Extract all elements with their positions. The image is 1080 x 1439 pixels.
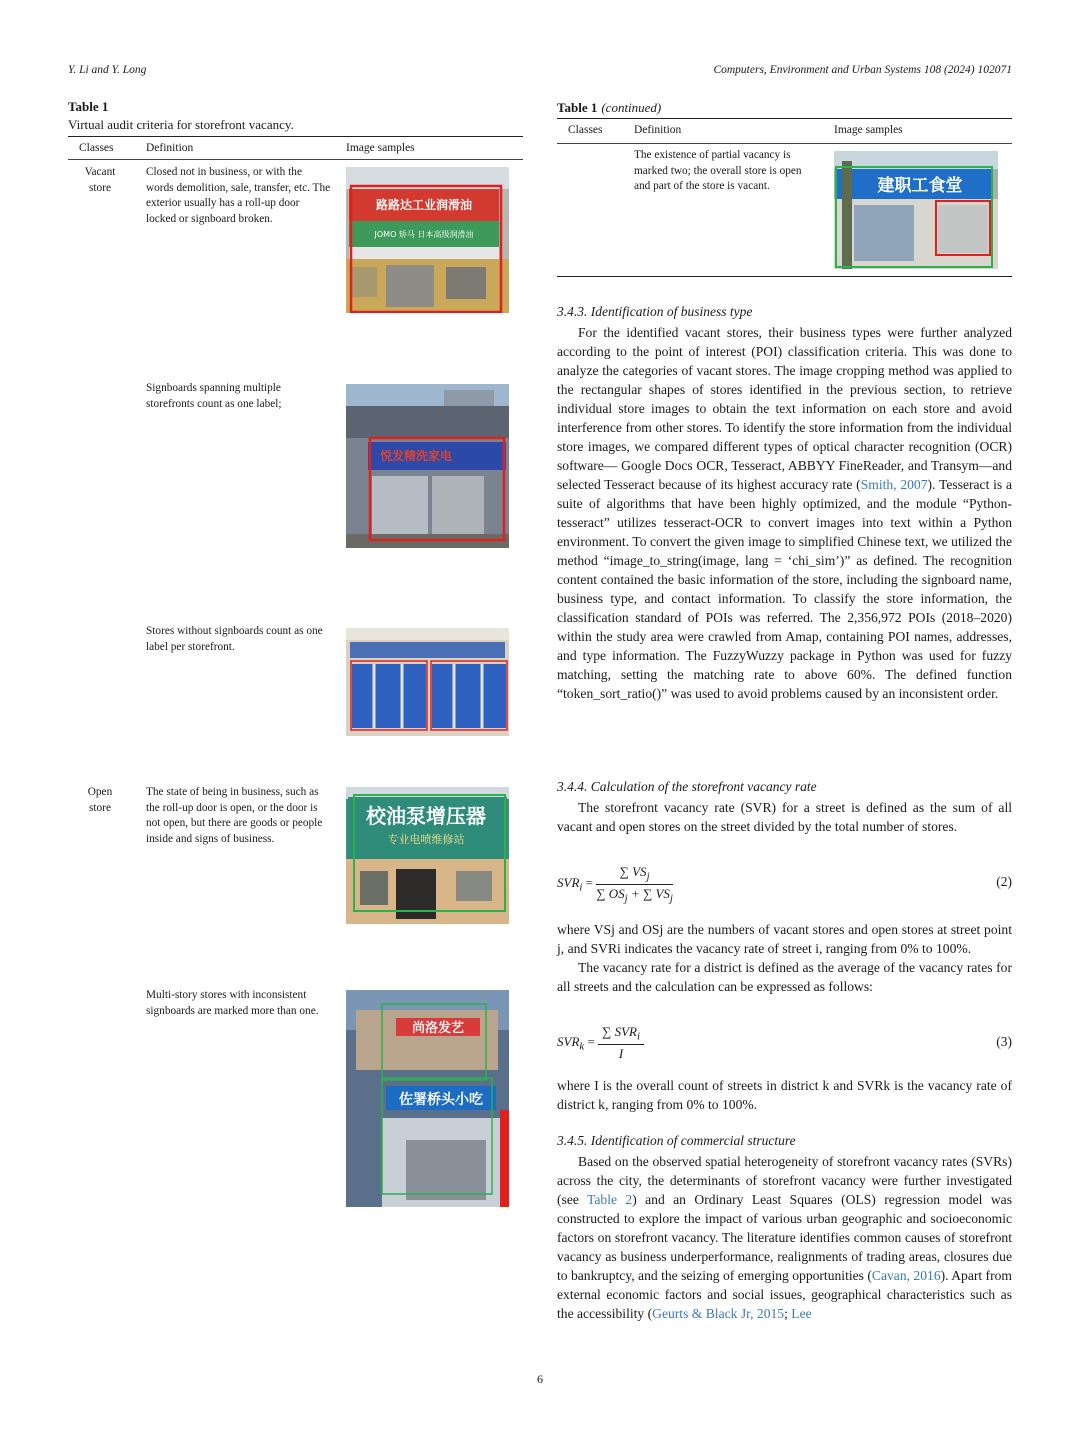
paragraph-3-4-4-c bbox=[557, 1076, 1012, 1114]
eq-symbol: SVR bbox=[557, 1033, 580, 1049]
table-title: Table 1 bbox=[557, 100, 598, 115]
table-row-definition: Stores without signboards count as one label per storefront. bbox=[146, 625, 323, 653]
col-header-definition: Definition bbox=[146, 142, 194, 154]
class-label: store bbox=[89, 801, 111, 814]
open-store-photo-3 bbox=[834, 151, 998, 269]
eq-denominator: + ∑ VS bbox=[627, 885, 670, 901]
continued-label: (continued) bbox=[601, 100, 662, 115]
sign-text: 悦发精洗家电 bbox=[379, 449, 453, 463]
col-header-classes: Classes bbox=[79, 142, 114, 154]
eq-denominator: I bbox=[618, 1045, 624, 1061]
text-run: For the identified vacant stores, their business types were further analyzed according to the point of interest (POI) classification criteria. This was done to analyze the categories of vacant stores. The image cropping method was applied to the rectangular shapes of stores identified in the previous section, to retrieve individual store images to obtain the text information on each store and avoid interference from other stores. To identify the store information from the individual store images, we compared different types of optical character recognition (OCR) software— Google Docs OCR, Tesseract, ABBYY FineReader, and Transym—and selected Tesseract because of its highest accuracy rate ( bbox=[557, 325, 1012, 492]
equation-number-2: (2) bbox=[996, 874, 1012, 889]
table-caption: Virtual audit criteria for storefront vacancy. bbox=[68, 117, 294, 132]
sign-text: 校油泵增压器 bbox=[366, 804, 486, 828]
class-label: store bbox=[89, 181, 111, 194]
vacant-store-photo-3 bbox=[346, 628, 509, 736]
eq-subscript: j bbox=[646, 870, 650, 883]
sign-text: 佐署桥头小吃 bbox=[399, 1092, 483, 1108]
text-run: ; bbox=[784, 1306, 792, 1321]
eq-subscript: k bbox=[579, 1040, 585, 1053]
eq-subscript: i bbox=[636, 1030, 640, 1043]
citation-link[interactable]: Cavan, 2016 bbox=[871, 1268, 941, 1283]
col-header-classes: Classes bbox=[568, 124, 603, 136]
table-continued-title bbox=[557, 99, 661, 117]
eq-numerator: ∑ SVR bbox=[602, 1024, 637, 1039]
table-row-class bbox=[80, 785, 120, 816]
sign-text: 路路达工业润滑油 bbox=[375, 198, 473, 212]
paragraph-3-4-3 bbox=[557, 323, 1012, 703]
class-label: Vacant bbox=[84, 166, 116, 178]
col-header-images: Image samples bbox=[346, 142, 415, 154]
table-link[interactable]: Table 2 bbox=[587, 1192, 633, 1207]
citation-link[interactable]: Lee bbox=[791, 1306, 812, 1321]
text-run: where VSj and OSj are the numbers of vacant stores and open stores at street point j, and SVRi indicates the vacancy rate of street i, ranging from 0% to 100%. bbox=[557, 922, 1012, 956]
open-store-photo-2 bbox=[346, 990, 509, 1207]
paragraph-3-4-4-b bbox=[557, 920, 1012, 996]
table-row-class bbox=[80, 165, 120, 196]
sign-text: 专业电喷维修站 bbox=[387, 833, 465, 846]
table-top-rule bbox=[68, 136, 523, 137]
vacant-store-photo-2 bbox=[346, 384, 509, 548]
paragraph-3-4-5 bbox=[557, 1152, 1012, 1323]
col-header-definition: Definition bbox=[634, 124, 682, 136]
sign-text: 尚洛发艺 bbox=[411, 1021, 465, 1036]
text-run: The storefront vacancy rate (SVR) for a street is defined as the sum of all vacant and open stores on the street divided by the total number of stores. bbox=[557, 800, 1012, 834]
text-run: Based on the observed spatial heterogeneity of storefront vacancy rates (SVRs) across the city, the determinants of storefront vacancy were further investigated (see bbox=[557, 1154, 1012, 1207]
equation-3: $SVR_k$ = $\frac{\sum SVR_i}{I}$ bbox=[557, 1024, 644, 1062]
equation-2: $SVR_i$ = $\frac{\sum VS_j}{\sum OS_j + \sum VS_j}$ bbox=[557, 864, 673, 905]
vacant-store-photo-1 bbox=[346, 167, 509, 313]
page-number: 6 bbox=[537, 1372, 543, 1386]
text-run: ). Apart from external economic factors and social issues, geographical characteristics such as the accessibility ( bbox=[557, 1268, 1012, 1321]
table-row-definition: Signboards spanning multiple storefronts count as one label; bbox=[146, 382, 282, 410]
table-cont-top-rule bbox=[557, 118, 1012, 119]
text-run: ) and an Ordinary Least Squares (OLS) regression model was constructed to explore the impact of various urban geographic and socioeconomic factors on storefront vacancy. The literature identifies common causes of storefront vacancy as business underperformance, realignments of trading areas, closures due to bankruptcy, and the seizing of emerging opportunities ( bbox=[557, 1192, 1012, 1283]
sign-text: JOMO 矫马 日本高级润滑油 bbox=[374, 230, 474, 239]
citation-link[interactable]: Smith, 2007 bbox=[860, 477, 928, 492]
table-row-definition: The existence of partial vacancy is marked two; the overall store is open and part of the store is vacant. bbox=[634, 149, 802, 193]
table-row-definition: The state of being in business, such as the roll-up door is open, or the door is not open, but there are goods or people inside and signs of business. bbox=[146, 786, 323, 845]
text-run: ). Tesseract is a suite of algorithms that have been highly optimized, and the module “Python-tesseract” utilizes tesseract-OCR to convert images into text within a Python environment. To convert the given image to simplified Chinese text, we utilized the method “image_to_string(image, lang = ‘chi_sim’)” as defined. The recognition content contained the basic information of the store, including the signboard name, business type, and contact information. To classify the store information, the classification standard of POIs was referred. The 2,356,972 POIs (2018–2020) within the study area were crawled from Amap, containing POI names, addresses, and type information. The FuzzyWuzzy package in Python was used for fuzzy matching, setting the matching rate to above 60%. The defined function “token_sort_ratio()” was used to avoid problems caused by an inconsistent order. bbox=[557, 477, 1012, 701]
section-heading-3-4-5: 3.4.5. Identification of commercial structure bbox=[557, 1133, 796, 1148]
table-cont-bottom-rule bbox=[557, 276, 1012, 277]
table-row-definition: Closed not in business, or with the words demolition, sale, transfer, etc. The exterior usually has a roll-up door locked or signboard broken. bbox=[146, 166, 331, 225]
running-header-journal: Computers, Environment and Urban Systems 108 (2024) 102071 bbox=[713, 64, 1012, 76]
table-cont-header-rule bbox=[557, 143, 1012, 144]
table-row-definition: Multi-story stores with inconsistent signboards are marked more than one. bbox=[146, 989, 319, 1017]
eq-subscript: i bbox=[579, 881, 583, 894]
equation-number-3: (3) bbox=[996, 1034, 1012, 1049]
sign-text: 建职工食堂 bbox=[877, 176, 963, 196]
eq-denominator: ∑ OS bbox=[596, 885, 625, 901]
citation-link[interactable]: Geurts & Black Jr, 2015 bbox=[652, 1306, 785, 1321]
table-title: Table 1 bbox=[68, 99, 109, 114]
class-label: Open bbox=[87, 786, 113, 798]
eq-symbol: SVR bbox=[557, 875, 580, 891]
running-header-authors: Y. Li and Y. Long bbox=[68, 64, 147, 76]
section-heading-3-4-3: 3.4.3. Identification of business type bbox=[557, 304, 753, 319]
eq-fraction bbox=[598, 1024, 644, 1062]
eq-fraction bbox=[596, 864, 673, 904]
text-run: The vacancy rate for a district is defined as the average of the vacancy rates for all streets and the calculation can be expressed as follows: bbox=[557, 960, 1012, 994]
eq-subscript: j bbox=[624, 892, 628, 905]
text-run: where I is the overall count of streets in district k and SVRk is the vacancy rate of district k, ranging from 0% to 100%. bbox=[557, 1078, 1012, 1112]
col-header-images: Image samples bbox=[834, 124, 903, 136]
eq-subscript: j bbox=[669, 892, 673, 905]
paragraph-3-4-4-a bbox=[557, 798, 1012, 836]
section-heading-3-4-4: 3.4.4. Calculation of the storefront vacancy rate bbox=[557, 779, 817, 794]
open-store-photo-1 bbox=[346, 787, 509, 924]
eq-numerator: ∑ VS bbox=[619, 864, 647, 879]
table-header-rule bbox=[68, 159, 523, 160]
